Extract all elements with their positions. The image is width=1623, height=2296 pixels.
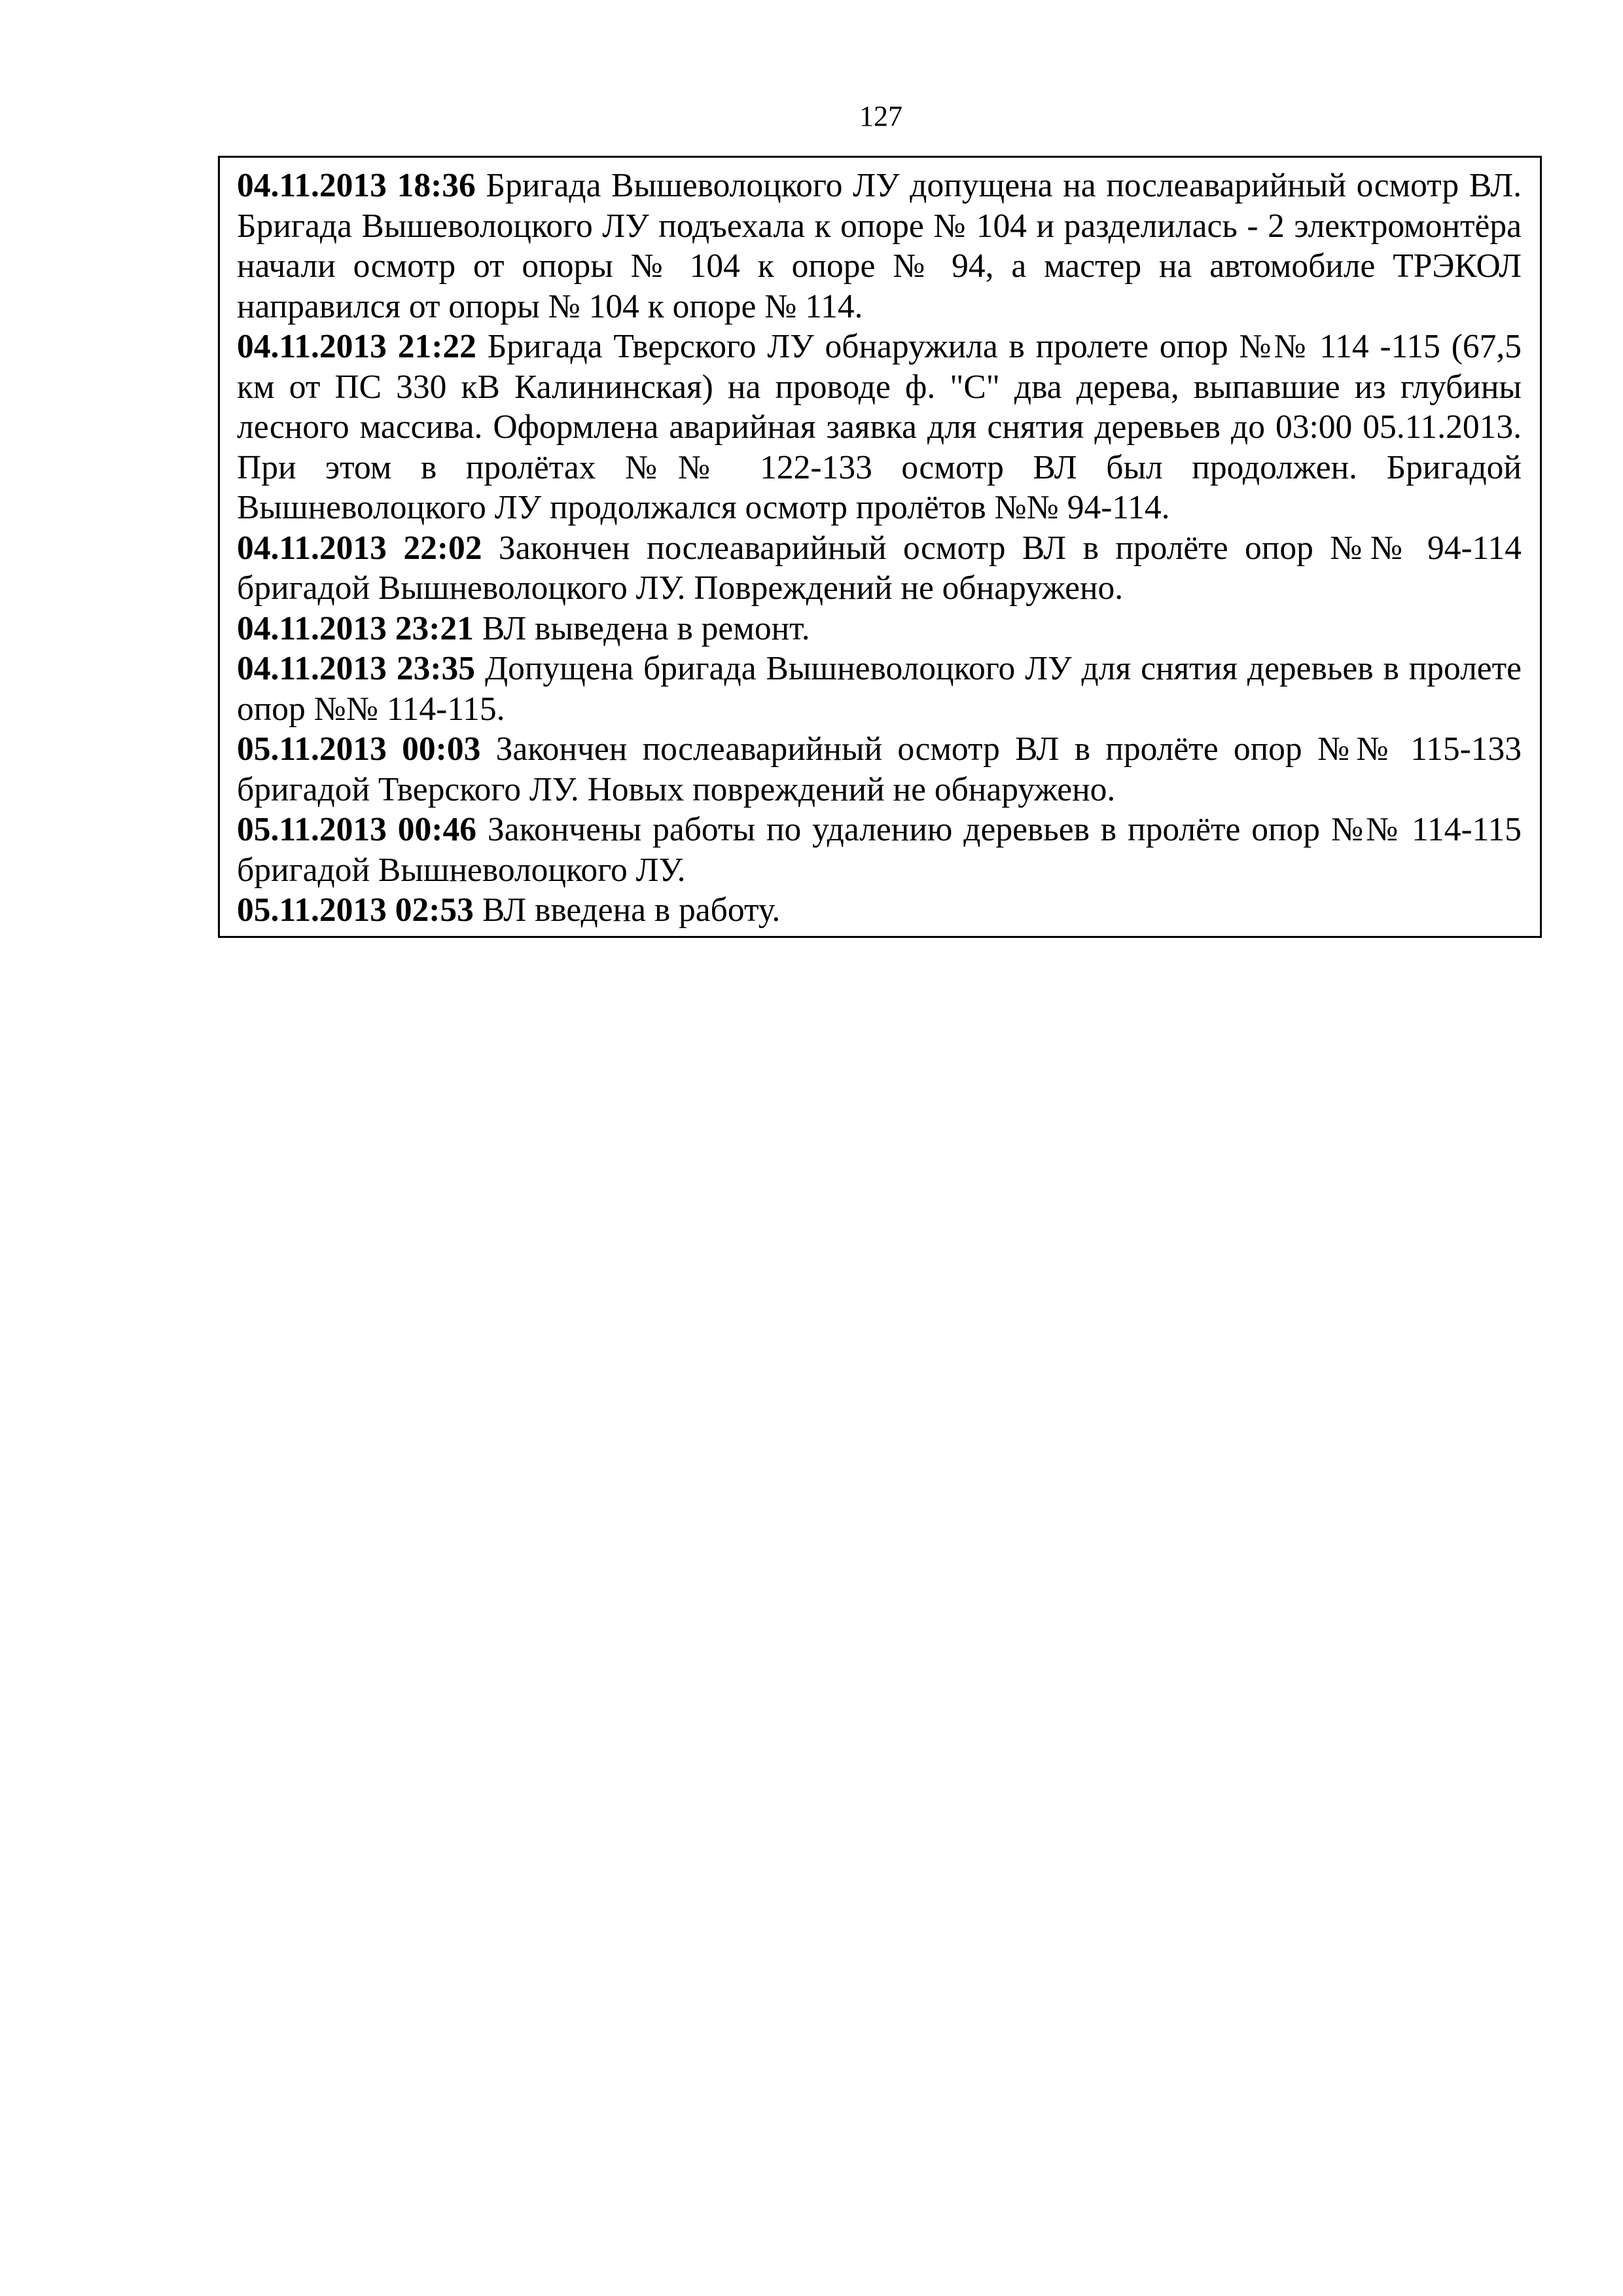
entry-timestamp: 04.11.2013 21:22 — [237, 328, 476, 365]
entry-timestamp: 05.11.2013 00:46 — [237, 811, 476, 848]
log-entry — [237, 810, 1522, 890]
entry-text: Допущена бригада Вышневолоцкого ЛУ для снятия деревьев в пролете опор №№ 114-115. — [237, 650, 1522, 728]
log-entry — [237, 890, 1522, 931]
entry-text: Закончен послеаварийный осмотр ВЛ в пролёте опор №№ 94-114 бригадой Вышневолоцкого ЛУ. Повреждений не обнаружено. — [237, 529, 1522, 607]
log-entry — [237, 609, 1522, 649]
log-entry — [237, 729, 1522, 810]
log-entry — [237, 166, 1522, 327]
entry-timestamp: 04.11.2013 23:35 — [237, 650, 475, 687]
entry-timestamp: 04.11.2013 23:21 — [237, 609, 474, 647]
entry-text: Бригада Вышеволоцкого ЛУ допущена на послеаварийный осмотр ВЛ. Бригада Вышеволоцкого ЛУ подъехала к опоре № 104 и разделилась - 2 электромонтёра начали осмотр от опоры № 104 к опоре № 94, а мастер на автомобиле ТРЭКОЛ направился от опоры № 104 к опоре № 114. — [237, 167, 1522, 325]
entry-timestamp: 05.11.2013 02:53 — [237, 891, 474, 929]
entry-text: ВЛ введена в работу. — [482, 891, 781, 929]
entry-timestamp: 04.11.2013 22:02 — [237, 529, 482, 567]
entry-text: Бригада Тверского ЛУ обнаружила в пролете опор №№ 114 -115 (67,5 км от ПС 330 кВ Калининская) на проводе ф. "С" два дерева, выпавшие из глубины лесного массива. Оформлена аварийная заявка для снятия деревьев до 03:00 05.11.2013. При этом в пролётах №№ 122-133 осмотр ВЛ был продолжен. Бригадой Вышневолоцкого ЛУ продолжался осмотр пролётов №№ 94-114. — [237, 328, 1522, 526]
entry-text: Закончен послеаварийный осмотр ВЛ в пролёте опор №№ 115-133 бригадой Тверского ЛУ. Новых повреждений не обнаружено. — [237, 730, 1522, 808]
entry-timestamp: 04.11.2013 18:36 — [237, 167, 476, 204]
log-entry — [237, 327, 1522, 528]
log-entry — [237, 649, 1522, 729]
entry-timestamp: 05.11.2013 00:03 — [237, 730, 481, 768]
log-entry — [237, 528, 1522, 609]
entry-text: Закончены работы по удалению деревьев в пролёте опор №№ 114-115 бригадой Вышневолоцкого ЛУ. — [237, 811, 1522, 889]
entry-text: ВЛ выведена в ремонт. — [482, 609, 810, 647]
event-log-box — [218, 156, 1542, 938]
page-number: 127 — [859, 100, 902, 132]
